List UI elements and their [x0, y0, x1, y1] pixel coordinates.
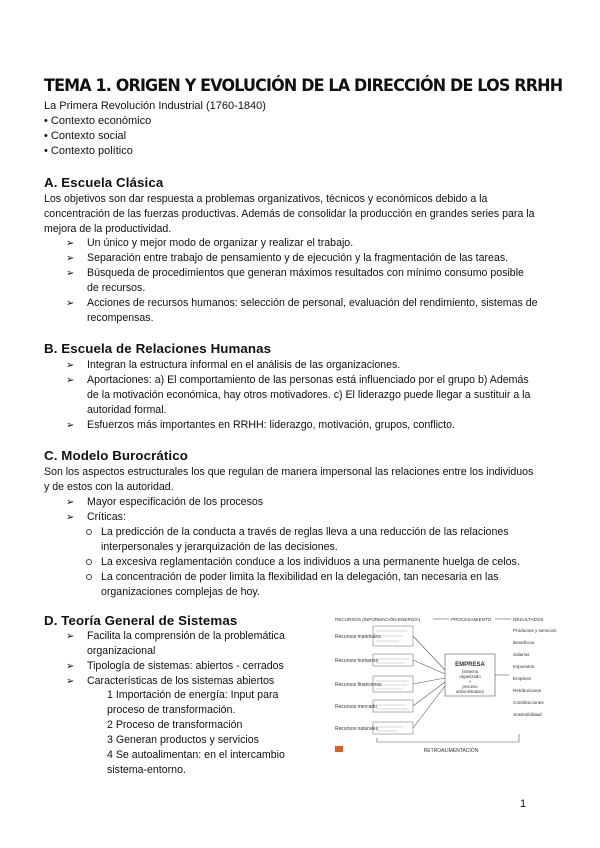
paragraph-line: mejora de la productividad.	[44, 223, 172, 235]
result-item: Salarios	[513, 652, 530, 657]
company-line: administrativo)	[456, 689, 484, 694]
section-d-numbered	[107, 688, 297, 778]
list-item: ➢ Mayor especificación de los procesos	[66, 496, 264, 508]
section-c-sublist	[86, 525, 566, 600]
list-item: ➢ Separación entre trabajo de pensamiento y de ejecución y la fragmentación de las tareas.	[66, 252, 509, 264]
numbered-line: 4 Se autoalimentan: en el intercambio	[107, 749, 285, 761]
arrow-bullet-icon: ➢	[66, 375, 75, 386]
section-a-heading: A. Escuela Clásica	[44, 175, 164, 190]
diagram-header-mid: PROCESAMIENTO	[451, 617, 492, 622]
numbered-line: proceso de transformación.	[107, 704, 236, 716]
arrow-bullet-icon: ➢	[66, 268, 75, 279]
numbered-line: 3 Generan productos y servicios	[107, 734, 259, 746]
resource-label: Recursos naturales	[335, 726, 379, 732]
diagram-header-right: RESULTADOS	[513, 617, 544, 622]
list-item: ➢ Integran la estructura informal en el análisis de las organizaciones.	[66, 359, 401, 371]
input-arrows	[413, 636, 445, 728]
list-item: ➢ Facilita la comprensión de la problemática organizacional	[66, 630, 285, 657]
intro-line: La Primera Revolución Industrial (1760-1840)	[44, 100, 266, 112]
circle-bullet-icon	[86, 529, 92, 535]
list-item: ➢ Características de los sistemas abiertos	[66, 675, 275, 687]
intro-bullet: • Contexto social	[44, 130, 127, 142]
result-item: Sostenibilidad	[513, 712, 542, 717]
page-title: TEMA 1. ORIGEN Y EVOLUCIÓN DE LA DIRECCIÓN DE LOS RRHH	[44, 76, 563, 96]
section-a-list	[66, 236, 566, 326]
result-item: Empleos	[513, 676, 531, 681]
arrow-bullet-icon: ➢	[66, 298, 75, 309]
circle-bullet-icon	[86, 574, 92, 580]
sublist-item: La predicción de la conducta a través de reglas lleva a una reducción de las relaciones interpersonales y jerarquización de las decisiones.	[86, 525, 566, 555]
paragraph-line: y de estos con la autoridad.	[44, 481, 174, 493]
list-item: ➢ Esfuerzos más importantes en RRHH: liderazgo, motivación, grupos, conflicto.	[66, 419, 455, 431]
company-line: +	[468, 679, 472, 684]
numbered-line: 1 Importación de energía: Input para	[107, 689, 279, 701]
resource-label: Recursos humanos	[335, 658, 379, 664]
section-d-list	[66, 629, 316, 689]
numbered-line: 2 Proceso de transformación	[107, 719, 243, 731]
paragraph-line: Los objetivos son dar respuesta a problemas organizativos, técnicos y económicos debido a la	[44, 193, 488, 205]
intro-block	[44, 99, 266, 159]
section-c-list	[66, 495, 566, 525]
publisher-logo	[335, 746, 343, 752]
detail-box	[373, 654, 413, 666]
arrow-bullet-icon: ➢	[66, 497, 75, 508]
numbered-line: sistema-entorno.	[107, 764, 186, 776]
page-number: 1	[520, 798, 527, 810]
list-item: ➢ Un único y mejor modo de organizar y realizar el trabajo.	[66, 237, 354, 249]
result-item: Contribuciones	[513, 700, 544, 705]
sublist-item: La excesiva reglamentación conduce a los individuos a una permanente huelga de celos.	[86, 555, 566, 570]
list-item: ➢ Búsqueda de procedimientos que generan máximos resultados con mínimo consumo posible de recursos.	[66, 267, 524, 294]
result-item: Beneficios	[513, 640, 535, 645]
detail-box	[373, 722, 413, 734]
feedback-arrow	[377, 734, 519, 742]
section-a-paragraph	[44, 192, 564, 237]
arrow-bullet-icon: ➢	[66, 661, 75, 672]
resource-label: Recursos financieros	[335, 682, 382, 688]
arrow-bullet-icon: ➢	[66, 238, 75, 249]
section-b-heading: B. Escuela de Relaciones Humanas	[44, 341, 272, 356]
arrow-bullet-icon: ➢	[66, 512, 75, 523]
arrow-bullet-icon: ➢	[66, 676, 75, 687]
arrow-bullet-icon: ➢	[66, 253, 75, 264]
arrow-bullet-icon: ➢	[66, 360, 75, 371]
paragraph-line: concentración de las fuerzas productivas. Además de consolidar la producción en grandes series para la	[44, 208, 535, 220]
results-list	[513, 628, 557, 717]
intro-bullet: • Contexto político	[44, 145, 133, 157]
arrow-bullet-icon: ➢	[66, 631, 75, 642]
systems-diagram	[333, 614, 565, 756]
section-c-heading: C. Modelo Burocrático	[44, 448, 188, 463]
company-line: proceso	[462, 684, 478, 689]
list-item: ➢ Críticas:	[66, 511, 126, 523]
detail-box	[373, 700, 413, 712]
paragraph-line: Son los aspectos estructurales los que regulan de manera impersonal las relaciones entre los individuos	[44, 466, 534, 478]
company-line: (sistema	[461, 669, 479, 674]
resource-label: Recursos materiales	[335, 634, 381, 640]
resource-detail-boxes	[373, 626, 413, 734]
company-title: EMPRESA	[455, 662, 485, 668]
result-item: Productos y servicios	[513, 628, 557, 633]
section-d-heading: D. Teoría General de Sistemas	[44, 613, 238, 628]
sublist-item: La concentración de poder limita la flexibilidad en la delegación, tan necesaria en las organizaciones complejas de hoy.	[86, 570, 566, 600]
list-item: ➢ Acciones de recursos humanos: selección de personal, evaluación del rendimiento, sistemas de recompensas.	[66, 297, 538, 324]
result-item: Retribuciones	[513, 688, 542, 693]
company-line: organizado	[459, 674, 481, 679]
feedback-label: RETROALIMENTACIÓN	[423, 748, 479, 754]
section-b-list	[66, 358, 566, 433]
arrow-bullet-icon: ➢	[66, 420, 75, 431]
section-c-paragraph	[44, 465, 564, 495]
circle-bullet-icon	[86, 559, 92, 565]
systems-diagram-svg	[333, 614, 565, 756]
diagram-header-left: RECURSOS (INFORMACIÓN-ENERGÍA)	[335, 617, 421, 622]
result-item: Impuestos	[513, 664, 535, 669]
intro-bullet: • Contexto económico	[44, 115, 152, 127]
list-item: ➢ Tipología de sistemas: abiertos - cerrados	[66, 660, 284, 672]
resource-label: Recursos mercado	[335, 704, 377, 710]
list-item: ➢ Aportaciones: a) El comportamiento de las personas está influenciado por el grupo b) Además de la motivación económica, hay otros motivadores. c) El liderazgo puede llegar a sustituir a la autoridad formal.	[66, 374, 531, 416]
